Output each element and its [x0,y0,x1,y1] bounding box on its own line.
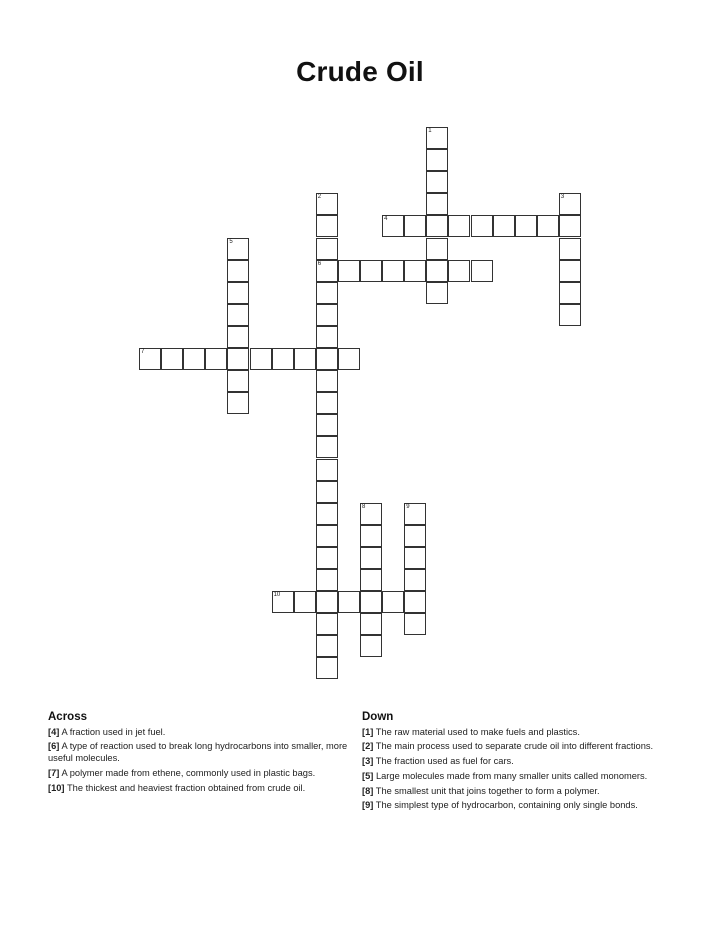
cell-number: 4 [384,216,388,223]
cell-number: 5 [229,238,233,245]
grid-cell[interactable] [183,348,205,370]
grid-cell[interactable] [404,503,426,525]
grid-cell[interactable] [426,127,448,149]
grid-cell[interactable] [426,215,448,237]
grid-cell[interactable] [448,215,470,237]
clue-across-7: [7] A polymer made from ethene, commonly used in plastic bags. [48,767,316,778]
grid-cell[interactable] [316,436,338,458]
cell-number: 3 [560,194,565,201]
grid-cell[interactable] [316,547,338,569]
grid-cell[interactable] [316,569,338,591]
cell-number: 8 [362,503,366,510]
grid-cell[interactable] [227,326,249,348]
grid-cell[interactable] [559,282,581,304]
grid-cell[interactable] [360,613,382,635]
grid-cell[interactable] [338,260,360,282]
grid-cell[interactable] [404,260,426,282]
grid-cell[interactable] [537,215,559,237]
cell-number: 1 [428,128,432,134]
grid-cell[interactable] [559,215,581,237]
cell-number: 9 [406,503,410,510]
grid-cell[interactable] [316,348,338,370]
grid-cell[interactable] [316,282,338,304]
grid-cell[interactable] [316,304,338,326]
grid-cell[interactable] [426,193,448,215]
grid-cell[interactable] [316,414,338,436]
grid-cell[interactable] [227,238,249,260]
cell-number: 6 [317,260,322,267]
grid-cell[interactable] [448,260,470,282]
grid-cell[interactable] [316,591,338,613]
grid-cell[interactable] [360,525,382,547]
clue-across-10: [10] The thickest and heaviest fraction obtained from crude oil. [48,782,306,793]
grid-cell[interactable] [294,348,316,370]
grid-cell[interactable] [360,260,382,282]
grid-cell[interactable] [316,238,338,260]
across-clues [48,712,348,797]
grid-cell[interactable] [316,613,338,635]
clue-down-5: [5] Large molecules made from many smaller units called monomers. [362,770,648,781]
grid-cell[interactable] [471,260,493,282]
grid-cell[interactable] [471,215,493,237]
grid-cell[interactable] [360,503,382,525]
clue-down-2: [2] The main process used to separate crude oil into different fractions. [362,741,654,752]
grid-cell[interactable] [272,348,294,370]
page-title: Crude Oil [296,56,424,87]
grid-cell[interactable] [426,149,448,171]
grid-cell[interactable] [316,635,338,657]
grid-cell[interactable] [360,591,382,613]
across-heading: Across [48,711,87,723]
grid-cell[interactable] [382,215,404,237]
grid-cell[interactable] [161,348,183,370]
grid-cell[interactable] [316,392,338,414]
cell-number: 2 [317,194,322,201]
grid-cell[interactable] [227,282,249,304]
grid-cell[interactable] [404,525,426,547]
grid-cell[interactable] [250,348,272,370]
grid-cell[interactable] [205,348,227,370]
grid-cell[interactable] [316,503,338,525]
grid-cell[interactable] [316,481,338,503]
grid-cell[interactable] [426,260,448,282]
grid-cell[interactable] [316,326,338,348]
clue-across-4: [4] A fraction used in jet fuel. [48,726,166,737]
grid-cell[interactable] [404,591,426,613]
grid-cell[interactable] [294,591,316,613]
grid-cell[interactable] [426,282,448,304]
grid-cell[interactable] [316,525,338,547]
grid-cell[interactable] [316,215,338,237]
grid-cell[interactable] [493,215,515,237]
clue-down-3: [3] The fraction used as fuel for cars. [362,756,514,767]
clue-down-9: [9] The simplest type of hydrocarbon, containing only single bonds. [362,800,638,811]
grid-cell[interactable] [404,215,426,237]
grid-cell[interactable] [316,193,338,215]
clue-down-8: [8] The smallest unit that joins together to form a polymer. [362,785,600,796]
grid-cell[interactable] [559,304,581,326]
grid-cell[interactable] [360,547,382,569]
grid-cell[interactable] [227,348,249,370]
grid-cell[interactable] [338,348,360,370]
grid-cell[interactable] [559,260,581,282]
grid-cell[interactable] [426,238,448,260]
grid-cell[interactable] [338,591,360,613]
grid-cell[interactable] [227,370,249,392]
clue-across-6: [6] A type of reaction used to break long hydrocarbons into smaller, more useful molecules. [48,741,348,764]
grid-cell[interactable] [316,657,338,679]
grid-cell[interactable] [316,260,338,282]
clue-down-1: [1] The raw material used to make fuels and plastics. [362,726,580,737]
grid-cell[interactable] [515,215,537,237]
grid-cell[interactable] [559,238,581,260]
grid-cell[interactable] [404,613,426,635]
grid-cell[interactable] [382,260,404,282]
grid-cell[interactable] [139,348,161,370]
grid-cell[interactable] [272,591,294,613]
grid-cell[interactable] [360,569,382,591]
down-heading: Down [362,711,394,723]
cell-number: 7 [141,349,145,355]
grid-cell[interactable] [316,370,338,392]
grid-cell[interactable] [404,569,426,591]
grid-cell[interactable] [227,392,249,414]
grid-cell[interactable] [360,635,382,657]
grid-cell[interactable] [227,304,249,326]
cell-number: 10 [273,592,281,599]
grid-cell[interactable] [404,547,426,569]
grid-cell[interactable] [316,459,338,481]
grid-cell[interactable] [382,591,404,613]
grid-cell[interactable] [227,260,249,282]
grid-cell[interactable] [559,193,581,215]
down-clues [362,712,674,815]
grid-cell[interactable] [426,171,448,193]
